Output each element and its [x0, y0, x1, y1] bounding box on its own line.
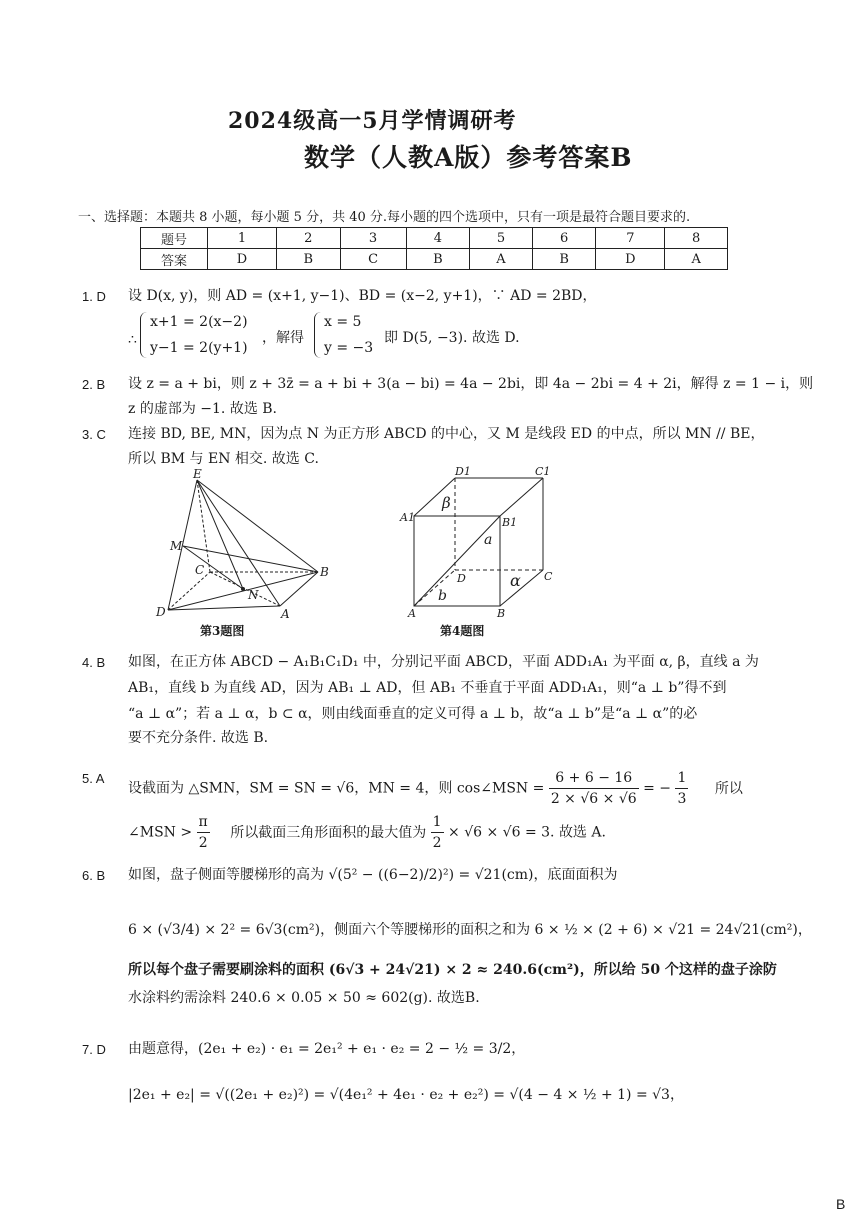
- q6-line3: 所以每个盘子需要刷涂料的面积 (6√3 + 24√21) × 2 ≈ 240.6(cm²)，所以给 50 个这样的盘子涂防: [128, 962, 777, 978]
- q6-text-height: 如图，盘子侧面等腰梯形的高为: [128, 867, 324, 883]
- q5-frac2-numerator: 1: [675, 768, 688, 789]
- q6-formula-height: √(5² − ((6−2)/2)²) = √21(cm)，底面面积为: [328, 867, 618, 883]
- section-heading: 一、选择题：本题共 8 小题，每小题 5 分，共 40 分.每小题的四个选项中，只有一项是最符合题目要求的.: [78, 210, 691, 225]
- q2-line1: 设 z = a + bi，则 z + 3z̄ = a + bi + 3(a − bi) = 4a − 2bi，即 4a − 2bi = 4 + 2i，解得 z = 1 − i，则: [128, 376, 814, 392]
- q5-fraction-cos: [549, 768, 639, 809]
- q7-line2: |2e₁ + e₂| = √((2e₁ + e₂)²) = √(4e₁² + 4e₁ · e₂ + e₂²) = √(4 − 4 × ½ + 1) = √3，: [128, 1087, 684, 1103]
- q1-system2-b: y = −3: [324, 340, 374, 356]
- table-cell: B: [406, 249, 470, 270]
- table-row: [141, 228, 728, 249]
- q5-frac4-denominator: 2: [432, 835, 442, 851]
- fig4-label-b1: B1: [502, 516, 518, 529]
- answer-table: [140, 227, 728, 270]
- table-cell: 7: [596, 228, 665, 249]
- fig3-label-d: D: [156, 605, 166, 619]
- fig3-label-a: A: [281, 607, 290, 621]
- table-cell: D: [208, 249, 277, 270]
- table-cell: 4: [406, 228, 470, 249]
- q7-line1: 由题意得，(2e₁ + e₂) · e₁ = 2e₁² + e₁ · e₂ = 2 − ½ = 3/2，: [128, 1041, 526, 1057]
- figure-4-cube: [398, 466, 568, 622]
- q6-line4: 水涂料约需涂料 240.6 × 0.05 × 50 ≈ 602(g). 故选B.: [128, 990, 480, 1006]
- q5-frac1-numerator: 6 + 6 − 16: [549, 768, 639, 789]
- q5-frac2-denominator: 3: [677, 791, 687, 807]
- q4-line4: 要不充分条件. 故选 B.: [128, 730, 269, 746]
- q6-line2: 6 × (√3/4) × 2² = 6√3(cm²)，侧面六个等腰梯形的面积之和为 6 × ½ × (2 + 6) × √21 = 24√21(cm²)，: [128, 922, 812, 938]
- fig3-label-n: N: [248, 588, 259, 602]
- row-label-answer: 答案: [141, 249, 208, 270]
- q4-number: 4. B: [82, 655, 106, 670]
- table-cell: 2: [276, 228, 340, 249]
- fig4-label-c: C: [544, 570, 553, 583]
- q1-brace1: [140, 312, 147, 358]
- figure-3-caption: 第3题图: [200, 624, 245, 638]
- q5-frac4-numerator: 1: [431, 812, 444, 833]
- q5-frac1-denominator: 2 × √6 × √6: [550, 791, 637, 807]
- q5-frac3-denominator: 2: [198, 835, 208, 851]
- fig3-label-c: C: [195, 563, 205, 577]
- q5-text-angle: ∠MSN >: [128, 824, 193, 841]
- q5-fraction-pi: [197, 812, 210, 853]
- q5-number: 5. A: [82, 771, 105, 786]
- q1-system2-a: x = 5: [324, 314, 362, 330]
- q4-line1: 如图，在正方体 ABCD − A₁B₁C₁D₁ 中，分别记平面 ABCD，平面 ADD₁A₁ 为平面 α, β，直线 a 为: [128, 654, 759, 670]
- q5-line2: [128, 812, 606, 853]
- q3-number: 3. C: [82, 427, 106, 442]
- q5-text-a: 设截面为 △SMN，SM = SN = √6，MN = 4，则 cos∠MSN =: [128, 780, 545, 797]
- fig4-label-beta: β: [442, 494, 451, 512]
- fig3-label-b: B: [320, 565, 329, 579]
- q5-equals: = −: [643, 780, 672, 797]
- q7-number: 7. D: [82, 1042, 106, 1057]
- q5-text-result: × √6 × √6 = 3. 故选 A.: [448, 824, 606, 841]
- q5-frac3-numerator: π: [197, 812, 210, 833]
- q5-tail: 所以: [714, 780, 743, 797]
- q4-line2: AB₁，直线 b 为直线 AD，因为 AB₁ ⊥ AD，但 AB₁ 不垂直于平面 ADD₁A₁，则“a ⊥ b”得不到: [128, 680, 727, 696]
- q1-conclusion: 即 D(5, −3). 故选 D.: [384, 330, 520, 346]
- page-mark: B: [836, 1196, 846, 1212]
- fig4-label-c1: C1: [535, 466, 551, 478]
- fig4-label-a1: A1: [400, 511, 415, 524]
- fig4-label-b: B: [497, 607, 506, 620]
- answer-key-title: 数学（人教A版）参考答案B: [304, 143, 633, 172]
- q1-therefore: ∴: [128, 332, 137, 348]
- q6-number: 6. B: [82, 868, 106, 883]
- table-cell: D: [596, 249, 665, 270]
- q3-line2: 所以 BM 与 EN 相交. 故选 C.: [128, 451, 319, 467]
- figure-3-pyramid: [150, 468, 340, 628]
- row-label-question: 题号: [141, 228, 208, 249]
- fig3-label-e: E: [193, 468, 202, 481]
- q2-number: 2. B: [82, 377, 106, 392]
- table-cell: 1: [208, 228, 277, 249]
- table-cell: B: [532, 249, 596, 270]
- q1-solve-text: ，解得: [262, 330, 304, 346]
- q1-system1-b: y−1 = 2(y+1): [150, 340, 248, 356]
- fig4-label-a-line: a: [484, 532, 493, 548]
- table-cell: 5: [470, 228, 533, 249]
- table-cell: 6: [532, 228, 596, 249]
- table-cell: A: [665, 249, 728, 270]
- fig4-label-a: A: [408, 607, 416, 620]
- q3-line1: 连接 BD, BE, MN，因为点 N 为正方形 ABCD 的中心，又 M 是线段 ED 的中点，所以 MN // BE，: [128, 426, 765, 442]
- fig3-label-m: M: [170, 539, 183, 553]
- q5-fraction-half: [431, 812, 444, 853]
- q2-line2: z 的虚部为 −1. 故选 B.: [128, 401, 278, 417]
- table-row: [141, 249, 728, 270]
- q1-line1: 设 D(x, y)，则 AD = (x+1, y−1)、BD = (x−2, y+1)，∵ AD = 2BD，: [128, 288, 597, 304]
- table-cell: 8: [665, 228, 728, 249]
- q5-fraction-result: [675, 768, 688, 809]
- q1-system1-a: x+1 = 2(x−2): [150, 314, 248, 330]
- fig4-label-d1: D1: [455, 466, 471, 478]
- q5-line1: [128, 768, 743, 809]
- fig4-label-b-line: b: [438, 588, 447, 604]
- fig4-label-alpha: α: [510, 571, 521, 590]
- exam-title: 2024级高一5月学情调研考: [228, 108, 517, 134]
- q1-number: 1. D: [82, 289, 106, 304]
- fig4-label-d: D: [457, 572, 466, 585]
- q4-line3: “a ⊥ α”；若 a ⊥ α，b ⊂ α，则由线面垂直的定义可得 a ⊥ b，故“a ⊥ b”是“a ⊥ α”的必: [128, 706, 698, 722]
- table-cell: C: [340, 249, 406, 270]
- q6-line1: [128, 865, 617, 885]
- table-cell: B: [276, 249, 340, 270]
- table-cell: 3: [340, 228, 406, 249]
- q1-brace2: [314, 312, 321, 358]
- figure-4-caption: 第4题图: [440, 624, 485, 638]
- q5-text-max: 所以截面三角形面积的最大值为: [230, 824, 427, 841]
- table-cell: A: [470, 249, 533, 270]
